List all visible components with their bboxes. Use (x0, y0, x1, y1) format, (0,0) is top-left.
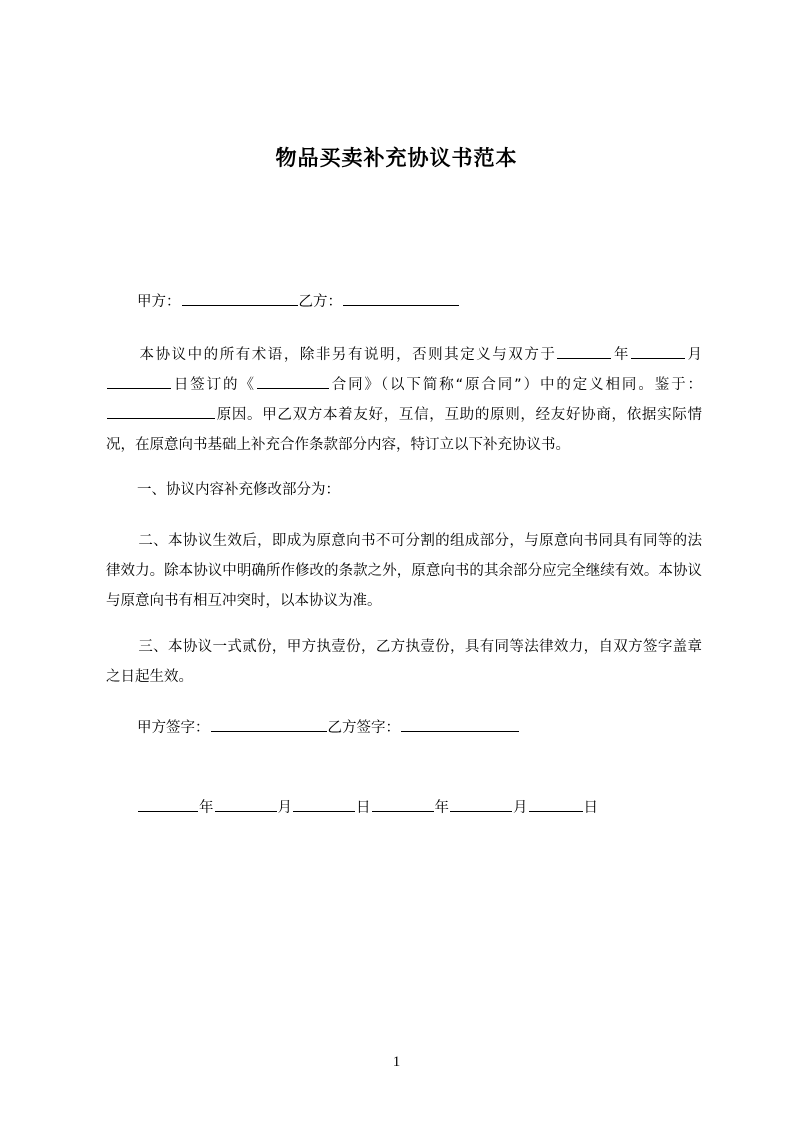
party-b-sign-blank[interactable] (401, 716, 519, 732)
party-a-sign-label: 甲方签字： (137, 720, 210, 736)
intro-paragraph (106, 340, 702, 460)
date-b-year-blank[interactable] (372, 796, 434, 812)
page-number: 1 (392, 1054, 401, 1070)
document-title: 物品买卖补充协议书范本 (275, 146, 518, 170)
intro-year-blank[interactable] (557, 343, 611, 359)
party-b-label: 乙方： (298, 294, 342, 310)
date-a-day-blank[interactable] (293, 796, 355, 812)
date-a-year-blank[interactable] (138, 796, 198, 812)
intro-part2: 日签订的《 (172, 377, 256, 393)
intro-part4: 原因。甲乙双方本着友好，互信，互助的原则，经友好协商，依据实际情况，在原意向书基础上补充合作条款部分内容，特订立以下补充协议书。 (106, 407, 702, 453)
date-a-year-label: 年 (199, 800, 214, 816)
date-b-day-blank[interactable] (529, 796, 583, 812)
intro-day-blank[interactable] (107, 373, 171, 389)
intro-year-label: 年 (612, 347, 630, 363)
party-b-blank[interactable] (343, 290, 459, 306)
party-a-blank[interactable] (182, 290, 298, 306)
date-a-month-blank[interactable] (215, 796, 277, 812)
intro-part1: 本协议中的所有术语，除非另有说明，否则其定义与双方于 (138, 347, 557, 363)
clause-3 (106, 632, 702, 692)
clause-2-text: 二、本协议生效后，即成为原意向书不可分割的组成部分，与原意向书同具有同等的法律效力。除本协议中明确所作修改的条款之外，原意向书的其余部分应完全继续有效。本协议与原意向书有相互冲突时，以本协议为准。 (106, 533, 702, 609)
intro-month-label: 月 (685, 347, 703, 363)
date-b-day-label: 日 (583, 800, 598, 816)
party-a-sign-blank[interactable] (211, 716, 327, 732)
intro-part3: 合同》（以下简称“原合同”）中的定义相同。鉴于： (329, 377, 702, 393)
date-b-month-label: 月 (513, 800, 528, 816)
clause-2 (106, 526, 702, 616)
date-b-year-label: 年 (434, 800, 449, 816)
date-b-month-blank[interactable] (450, 796, 512, 812)
clause-1: 一、协议内容补充修改部分为： (137, 482, 340, 498)
party-b-sign-label: 乙方签字： (327, 720, 400, 736)
parties-line (137, 290, 460, 314)
contract-name-blank[interactable] (257, 373, 329, 389)
date-a-day-label: 日 (356, 800, 371, 816)
clause-3-text: 三、本协议一式贰份，甲方执壹份，乙方执壹份，具有同等法律效力，自双方签字盖章之日起生效。 (106, 639, 702, 685)
reason-blank[interactable] (107, 403, 215, 419)
date-a-month-label: 月 (277, 800, 292, 816)
party-a-label: 甲方： (137, 294, 181, 310)
intro-month-blank[interactable] (631, 343, 685, 359)
signature-line (137, 716, 520, 740)
date-line (137, 796, 598, 820)
